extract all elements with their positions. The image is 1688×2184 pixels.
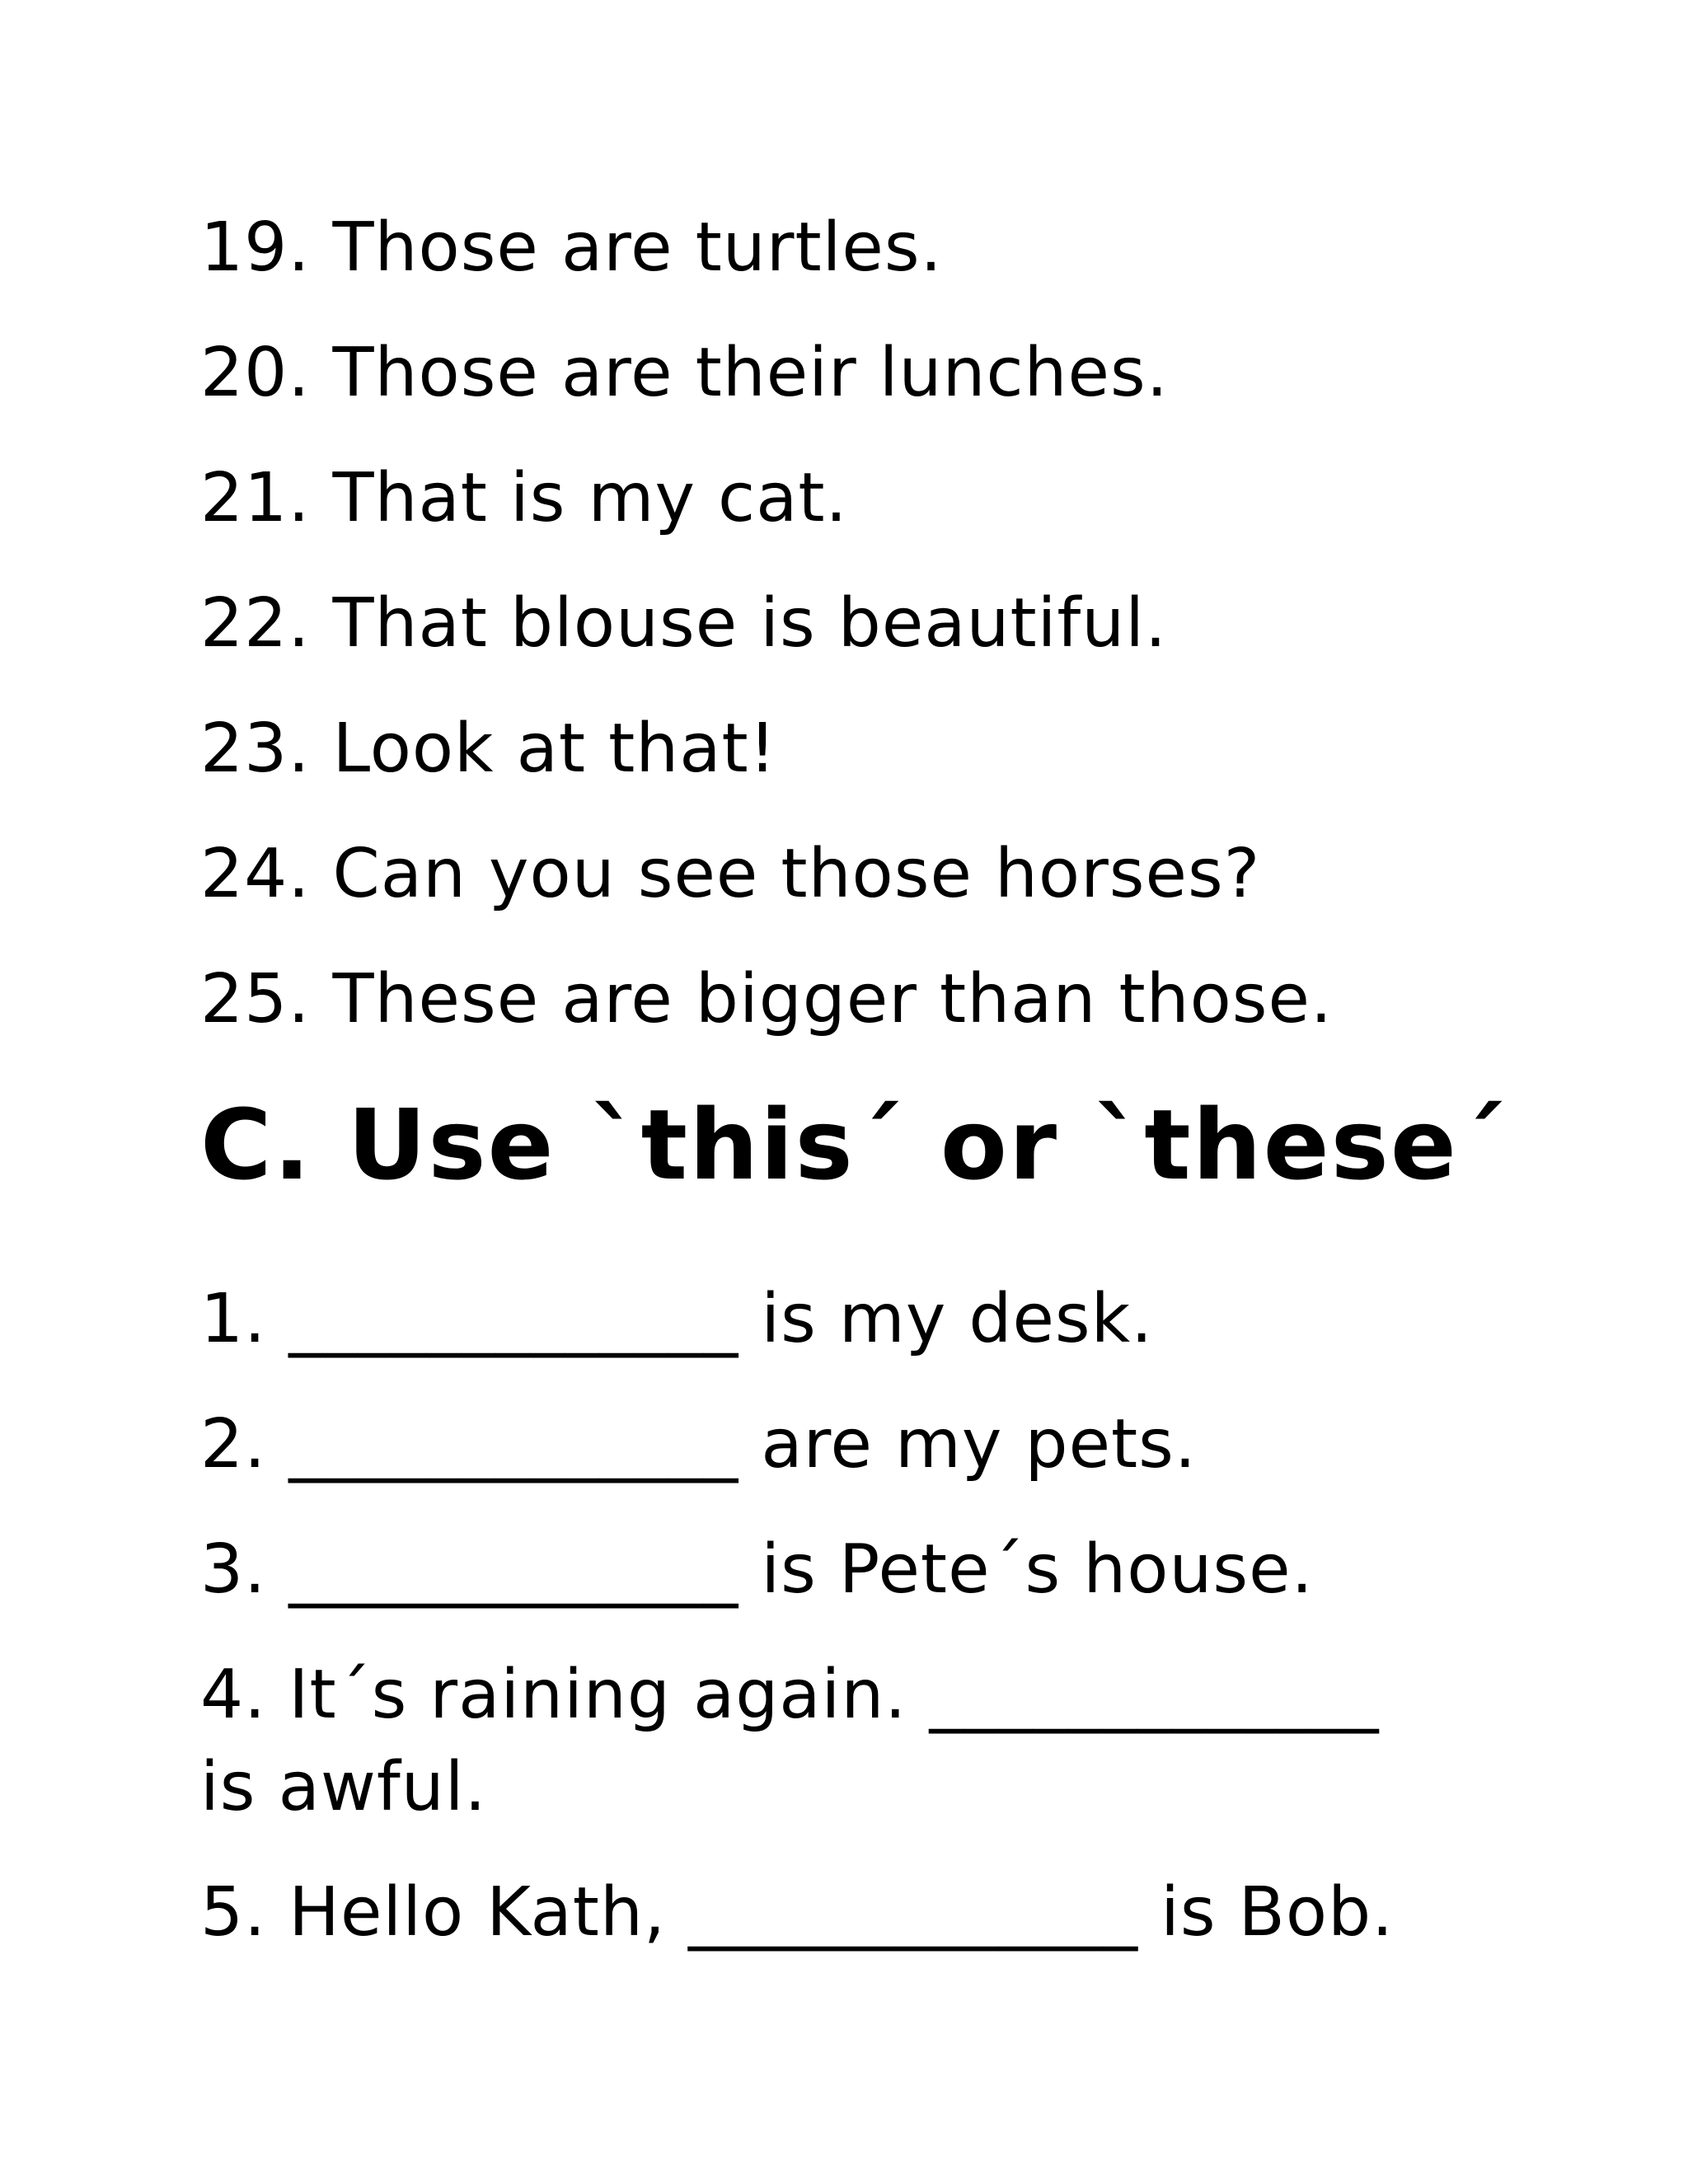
exercise-c-4-continued: is awful. [200, 1748, 487, 1826]
exercise-c-5: 5. Hello Kath, _____________ is Bob. [200, 1873, 1395, 1952]
exercise-c-3: 3. _____________ is Pete´s house. [200, 1530, 1314, 1609]
sentence-21: 21. That is my cat. [200, 459, 848, 537]
exercise-c-4: 4. It´s raining again. _____________ [200, 1656, 1380, 1734]
sentence-22: 22. That blouse is beautiful. [200, 584, 1168, 663]
sentence-19: 19. Those are turtles. [200, 209, 943, 287]
section-c-heading: C. Use `this´ or `these´ [200, 1088, 1508, 1202]
sentence-24: 24. Can you see those horses? [200, 835, 1261, 913]
sentence-20: 20. Those are their lunches. [200, 334, 1169, 412]
sentence-25: 25. These are bigger than those. [200, 960, 1333, 1038]
exercise-c-1: 1. _____________ is my desk. [200, 1280, 1154, 1358]
exercise-c-2: 2. _____________ are my pets. [200, 1405, 1197, 1483]
sentence-23: 23. Look at that! [200, 710, 777, 788]
